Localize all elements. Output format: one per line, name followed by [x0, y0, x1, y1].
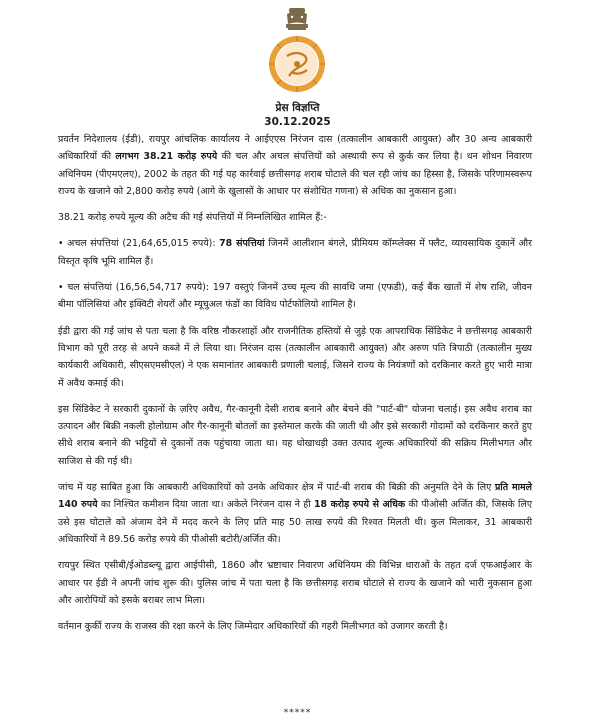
- property-count: 78 संपत्तियां: [219, 238, 265, 250]
- commission-per-case: प्रति मामले 140 रुपये: [58, 482, 532, 511]
- paragraph-commission: जांच में यह साबित हुआ कि आबकारी अधिकारियों को उनके अधिकार क्षेत्र में पार्ट-बी शराब की बिक्री की अनुमति देने के लिए प्रति मामले 140 रुपये का निश्चित कमीशन दिया जाता था। अकेले निरंजन दास ने ही 18 करोड़ रुपये से अधिक की पीओसी अर्जित की, जिसके लिए उसे इस घोटाले को अंजाम देने में मदद करने के लिए प्रति माह 50 लाख रुपये की रिश्वत मिलती थी। कुल मिलाकर, 31 आबकारी अधिकारियों ने 89.56 करोड़ रुपये की पीओसी बटोरी/अर्जित की।: [58, 482, 533, 545]
- bullet-immovable-properties: • अचल संपत्तियां (21,64,65,015 रुपये): 78 संपत्तियां जिनमें आलीशान बंगले, प्रीमियम कॉम्प्लेक्स में फ्लैट, व्यावसायिक दुकानें और विस्तृत कृषि भूमि शामिल हैं।: [58, 238, 532, 267]
- bullet-movable-properties: • चल संपत्तियां (16,56,54,717 रुपये): 197 वस्तुएं जिनमें उच्च मूल्य की सावधि जमा (एफडी), कई बैंक खातों में शेष राशि, जीवन बीमा पॉलिसियां और इक्विटी शेयरों और म्यूचुअल फंडों का विविध पोर्टफोलियो शामिल है।: [58, 282, 532, 311]
- poc-amount: 18 करोड़ रुपये से अधिक: [313, 499, 406, 511]
- paragraph-intro: प्रवर्तन निदेशालय (ईडी), रायपुर आंचलिक कार्यालय ने आईएएस निरंजन दास (तत्कालीन आबकारी आयुक्त) और 30 अन्य आबकारी अधिकारियों की लगभग 38.21 करोड़ रुपये की चल और अचल संपत्तियों को अस्थायी रूप से कुर्क कर लिया है। धन शोधन निवारण अधिनियम (पीएमएलए), 2002 के तहत की गई यह कार्रवाई छत्तीसगढ़ शराब घोटाले की चल रही जांच का हिस्सा है, जिसके परिणामस्वरूप राज्य के खजाने को 2,800 करोड़ रुपये (आगे के खुलासों के आधार पर संशोधित गणना) से अधिक का नुकसान हुआ।: [58, 134, 533, 197]
- paragraph-conclusion: वर्तमान कुर्की राज्य के राजस्व की रक्षा करने के लिए जिम्मेदार अधिकारियों की गहरी मिलीभगत को उजागर करती है।: [58, 621, 448, 633]
- paragraph-fir: रायपुर स्थित एसीबी/ईओडब्ल्यू द्वारा आईपीसी, 1860 और भ्रष्टाचार निवारण अधिनियम की विभिन्न धाराओं के तहत दर्ज एफआईआर के आधार पर ईडी ने अपनी जांच शुरू की। पुलिस जांच में पता चला है कि छत्तीसगढ़ शराब घोटाले से राज्य के खजाने को भारी नुकसान हुआ और आरोपियों को इसके बराबर लाभ मिला।: [58, 560, 532, 606]
- paragraph-attached-list-intro: 38.21 करोड़ रुपये मूल्य की अटैच की गई संपत्तियों में निम्नलिखित शामिल हैं:-: [58, 212, 327, 224]
- press-release-title: प्रेस विज्ञप्ति: [275, 102, 320, 114]
- end-marker: *****: [283, 708, 312, 718]
- paragraph-syndicate: इस सिंडिकेट ने सरकारी दुकानों के ज़रिए अवैध, गैर-कानूनी देसी शराब बनाने और बेचने की "पार्ट-बी" योजना चलाई। इस अवैध शराब का उत्पादन और बिक्री नकली होलोग्राम और गैर-कानूनी बोतलों का इस्तेमाल करके की जाती थी और इसे सरकारी गोदामों को दरकिनार करते हुए सीधे शराब बनाने की भट्टियों से दुकानों तक पहुंचाया जाता था। यह धोखाधड़ी उक्त उत्पाद शुल्क अधिकारियों की सक्रिय मिलीभगत और साजिश से की गई थी।: [58, 403, 532, 467]
- press-release-body: [58, 131, 532, 644]
- enforcement-directorate-emblem: [265, 6, 329, 96]
- attached-amount: लगभग 38.21 करोड़ रुपये: [115, 151, 218, 163]
- press-release-date: 30.12.2025: [264, 116, 331, 128]
- paragraph-investigation: ईडी द्वारा की गई जांच से पता चला है कि वरिष्ठ नौकरशाहों और राजनीतिक हस्तियों से जुड़े एक आपराधिक सिंडिकेट ने छत्तीसगढ़ आबकारी विभाग को पूरी तरह से अपने कब्जे में ले लिया था। निरंजन दास (तत्कालीन आबकारी आयुक्त) और अरुण पति त्रिपाठी (तत्कालीन मुख्य कार्यकारी अधिकारी, सीएसएमसीएल) ने एक समानांतर आबकारी प्रणाली चलाई, जिसने राज्य के नियंत्रणों को दरकिनार करते हुए भारी मात्रा में अवैध कमाई की।: [58, 325, 532, 389]
- lion-capital-icon: [286, 8, 308, 30]
